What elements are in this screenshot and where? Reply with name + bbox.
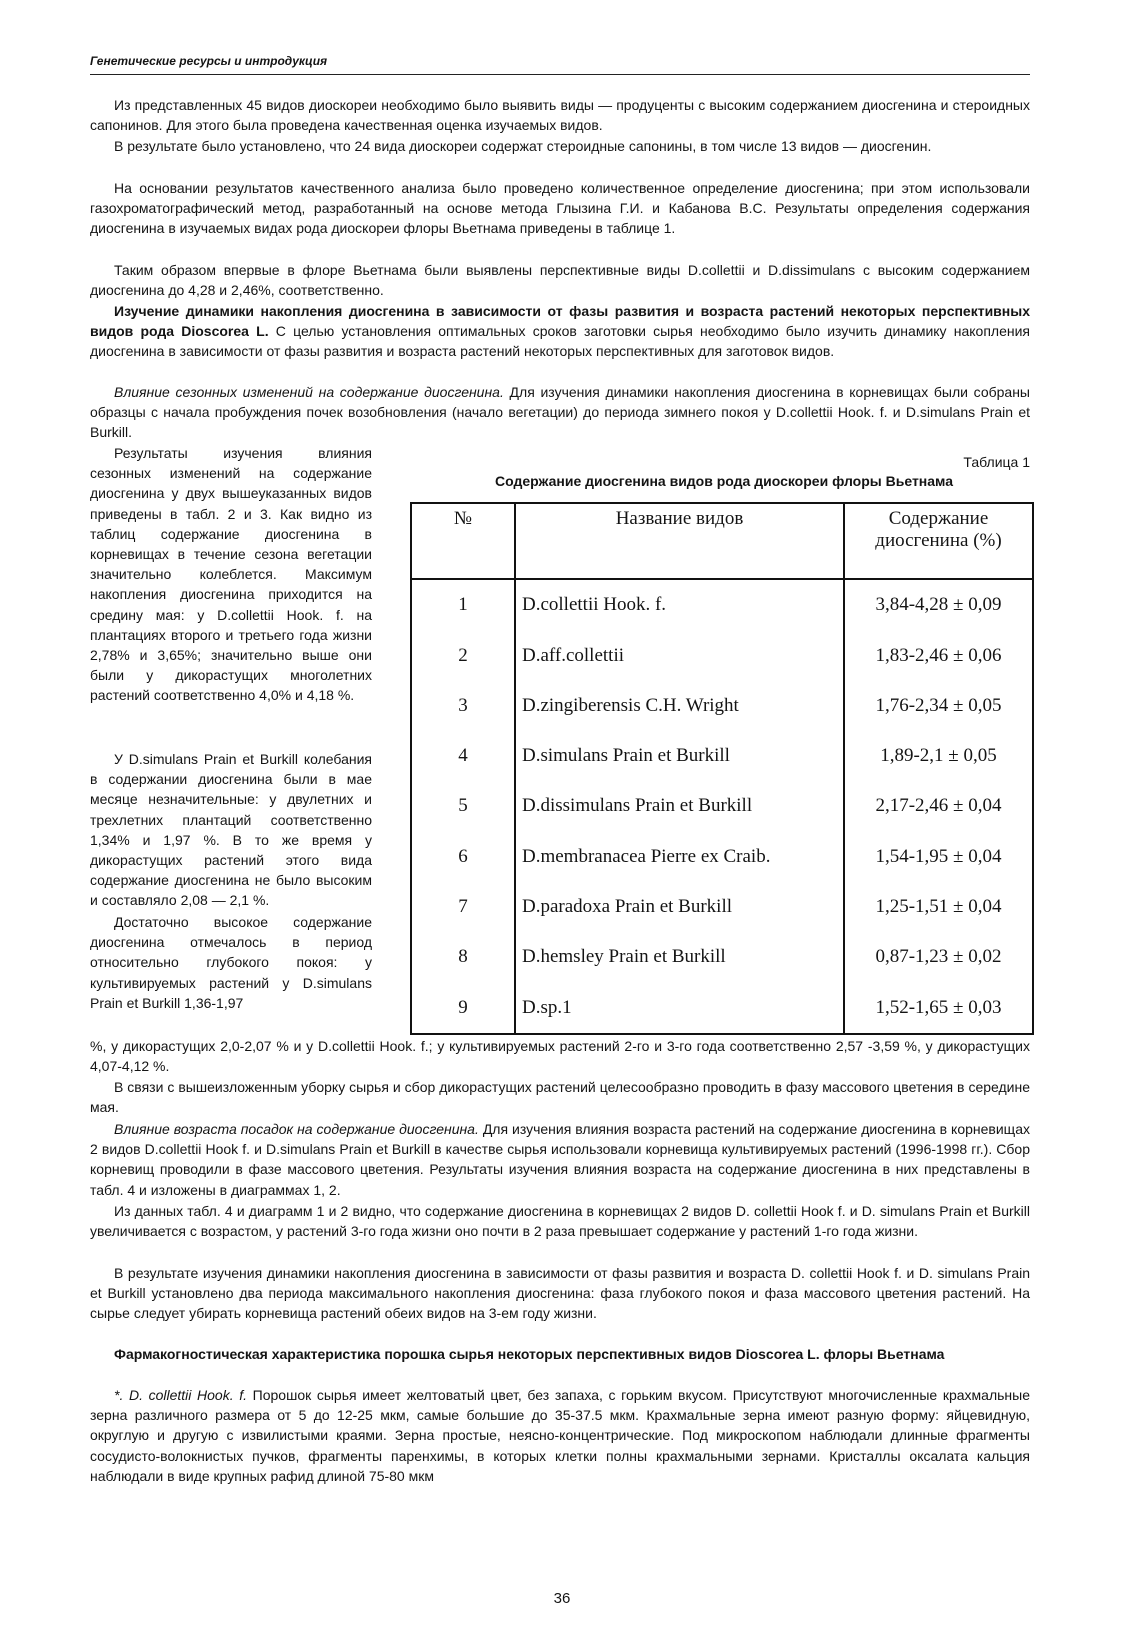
diosgenin-value: 1,52-1,65 ± 0,03 [844,983,1033,1034]
left-column-paragraph-2: У D.simulans Prain et Burkill колебания в содержании диосгенина были в мае месяце незначительные: у двулетних и трехлетних плантаций соответственно 1,34% и 1,97 %. В то же время у дикорастущих растений этого вида содержание диосгенина не было высоким и составляло 2,08 — 2,1 %. [90,751,372,909]
page-number: 36 [553,1590,571,1607]
header-content: Содержание диосгенина (%) [844,503,1033,579]
table-row [411,832,1033,882]
table-row [411,630,1033,680]
species-name: D.simulans Prain et Burkill [515,731,844,781]
paragraph-powder: *. D. collettii Hook. f. Порошок сырья имеет желтоватый цвет, без запаха, с горьким вкусом. Присутствуют многочисленные крахмальные зерна различного размера от 5 до 12-25 мкм, самые большие до 35-37.5 мкм. Крахмальные зерна имеют разную форму: яйцевидную, округлую и другую с извилистыми краями. Зерна простые, неясно-концентрические. Под микроскопом наблюдали длинные фрагменты сосудисто-волокнистых пучков, фрагменты паренхимы, в которых клетки полны крахмальными зернами. Кристаллы оксалата кальция наблюдали в виде крупных рафид длиной 75-80 мкм [90,1387,1030,1484]
species-name: D.paradoxa Prain et Burkill [515,882,844,932]
table-row [411,731,1033,781]
header-title: Генетические ресурсы и интродукция [90,54,328,68]
table-row [411,932,1033,982]
row-number: 8 [411,932,515,982]
table-row [411,681,1033,731]
table-row [411,983,1033,1034]
paragraph-data: Из данных табл. 4 и диаграмм 1 и 2 видно, что содержание диосгенина в корневищах 2 видов D. collettii Hook f. и D. simulans Prain et Burkill увеличивается с возрастом, у растений 3-го года жизни оно почти в 2 раза превышает содержание у растений 1-го года жизни. [90,1203,1030,1240]
species-name: D.collettii Hook. f. [515,579,844,630]
table-row [411,781,1033,831]
table-row [411,882,1033,932]
species-name: D.sp.1 [515,983,844,1034]
table-title: Содержание диосгенина видов рода диоскореи флоры Вьетнама [494,473,953,489]
species-name: D.hemsley Prain et Burkill [515,932,844,982]
species-name: D.zingiberensis C.H. Wright [515,681,844,731]
row-number: 5 [411,781,515,831]
species-name: D.membranacea Pierre ex Craib. [515,832,844,882]
row-number: 6 [411,832,515,882]
species-label-collettii: *. D. collettii Hook. f. [114,1387,248,1403]
diosgenin-value: 1,89-2,1 ± 0,05 [844,731,1033,781]
table-row [411,579,1033,630]
paragraph-age: Влияние возраста посадок на содержание диосгенина. Для изучения влияния возраста растений на содержание диосгенина в корневищах 2 видов D.collettii Hook f. и D.simulans Prain et Burkill в качестве сырья использовали корневища культивируемых растений (1996-1998 гг.). Сбор корневищ проводили в фазе массового цветения. Результаты изучения влияния возраста на содержание диосгенина в них представлены в табл. 4 и изложены в диаграммах 1, 2. [90,1121,1030,1198]
paragraph-seasonal: Влияние сезонных изменений на содержание диосгенина. Для изучения динамики накопления диосгенина в корневищах были собраны образцы с начала пробуждения почек возобновления (начало вегетации) до периода зимнего покоя у D.collettii Hook. f. и D.simulans Prain et Burkill. [90,384,1030,441]
paragraph-after-table: %, у дикорастущих 2,0-2,07 % и у D.collettii Hook. f.; у культивируемых растений 2-го и 3-го года соответственно 2,57 -3,59 %, у дикорастущих 4,07-4,12 %. [90,1038,1030,1075]
diosgenin-value: 0,87-1,23 ± 0,02 [844,932,1033,982]
section-heading-dynamics: Изучение динамики накопления диосгенина в зависимости от фазы развития и возраста растений некоторых перспективных видов рода Dioscorea L. [90,303,1030,340]
diosgenin-value: 1,83-2,46 ± 0,06 [844,630,1033,680]
header-species: Название видов [515,503,844,579]
species-diosgenin-table [410,502,1034,1035]
subheading-age: Влияние возраста посадок на содержание диосгенина. [114,1121,479,1137]
left-column-paragraph-1: Результаты изучения влияния сезонных изменений на содержание диосгенина у двух вышеуказанных видов приведены в табл. 2 и 3. Как видно из таблиц содержание диосгенина в корневищах в течение сезона вегетации значительно колеблется. Максимум накопления диосгенина приходится на средину мая: у D.collettii Hook. f. на плантациях второго и третьего года жизни 2,78% и 3,65%; значительно выше они были у дикорастущих многолетних растений соответственно 4,0% и 4,18 %. [90,445,372,704]
row-number: 7 [411,882,515,932]
paragraph-harvest: В связи с вышеизложенным уборку сырья и сбор дикорастущих растений целесообразно проводить в фазу массового цветения в середине мая. [90,1079,1030,1116]
diosgenin-value: 3,84-4,28 ± 0,09 [844,579,1033,630]
subheading-seasonal: Влияние сезонных изменений на содержание диосгенина. [114,384,504,400]
header-number: № [411,503,515,579]
diosgenin-value: 1,76-2,34 ± 0,05 [844,681,1033,731]
paragraph-dynamics: Изучение динамики накопления диосгенина в зависимости от фазы развития и возраста растений некоторых перспективных видов рода Dioscorea L. С целью установления оптимальных сроков заготовки сырья необходимо было изучить динамику накопления диосгенина в зависимости от фазы развития и возраста растений некоторых перспективных для заготовок видов. [90,303,1030,360]
table-header-row [411,503,1033,579]
row-number: 3 [411,681,515,731]
paragraph-1: Из представленных 45 видов диоскореи необходимо было выявить виды — продуценты с высоким содержанием диосгенина и стероидных сапонинов. Для этого была проведена качественная оценка изучаемых видов. [90,97,1030,134]
row-number: 9 [411,983,515,1034]
row-number: 2 [411,630,515,680]
species-name: D.dissimulans Prain et Burkill [515,781,844,831]
paragraph-result: В результате изучения динамики накопления диосгенина в зависимости от фазы развития и возраста D. collettii Hook f. и D. simulans Prain et Burkill установлено два периода максимального накопления диосгенина: фаза глубокого покоя и фаза массового цветения растений. На сырье следует убирать корневища растений обеих видов на 3-ем году жизни. [90,1265,1030,1322]
row-number: 1 [411,579,515,630]
paragraph-3: На основании результатов качественного анализа было проведено количественное определение диосгенина; при этом использовали газохроматографический метод, разработанный на основе метода Глызина Г.И. и Кабанова В.С. Результаты определения содержания диосгенина в изучаемых видах рода диоскореи флоры Вьетнама приведены в таблице 1. [90,180,1030,237]
species-name: D.aff.collettii [515,630,844,680]
table-caption: Таблица 1 [963,454,1030,470]
section-heading-pharmacognostic: Фармакогностическая характеристика порошка сырья некоторых перспективных видов Dioscorea L. флоры Вьетнама [114,1346,945,1362]
running-header [90,52,1030,75]
diosgenin-value: 1,25-1,51 ± 0,04 [844,882,1033,932]
row-number: 4 [411,731,515,781]
diosgenin-value: 1,54-1,95 ± 0,04 [844,832,1033,882]
diosgenin-value: 2,17-2,46 ± 0,04 [844,781,1033,831]
left-column-paragraph-3: Достаточно высокое содержание диосгенина отмечалось в период относительно глубокого покоя: у культивируемых растений у D.simulans Prain et Burkill 1,36-1,97 [90,914,372,1011]
paragraph-2: В результате было установлено, что 24 вида диоскореи содержат стероидные сапонины, в том числе 13 видов — диосгенин. [114,138,932,154]
paragraph-4: Таким образом впервые в флоре Вьетнама были выявлены перспективные виды D.collettii и D.dissimulans с высоким содержанием диосгенина до 4,28 и 2,46%, соответственно. [90,262,1030,299]
